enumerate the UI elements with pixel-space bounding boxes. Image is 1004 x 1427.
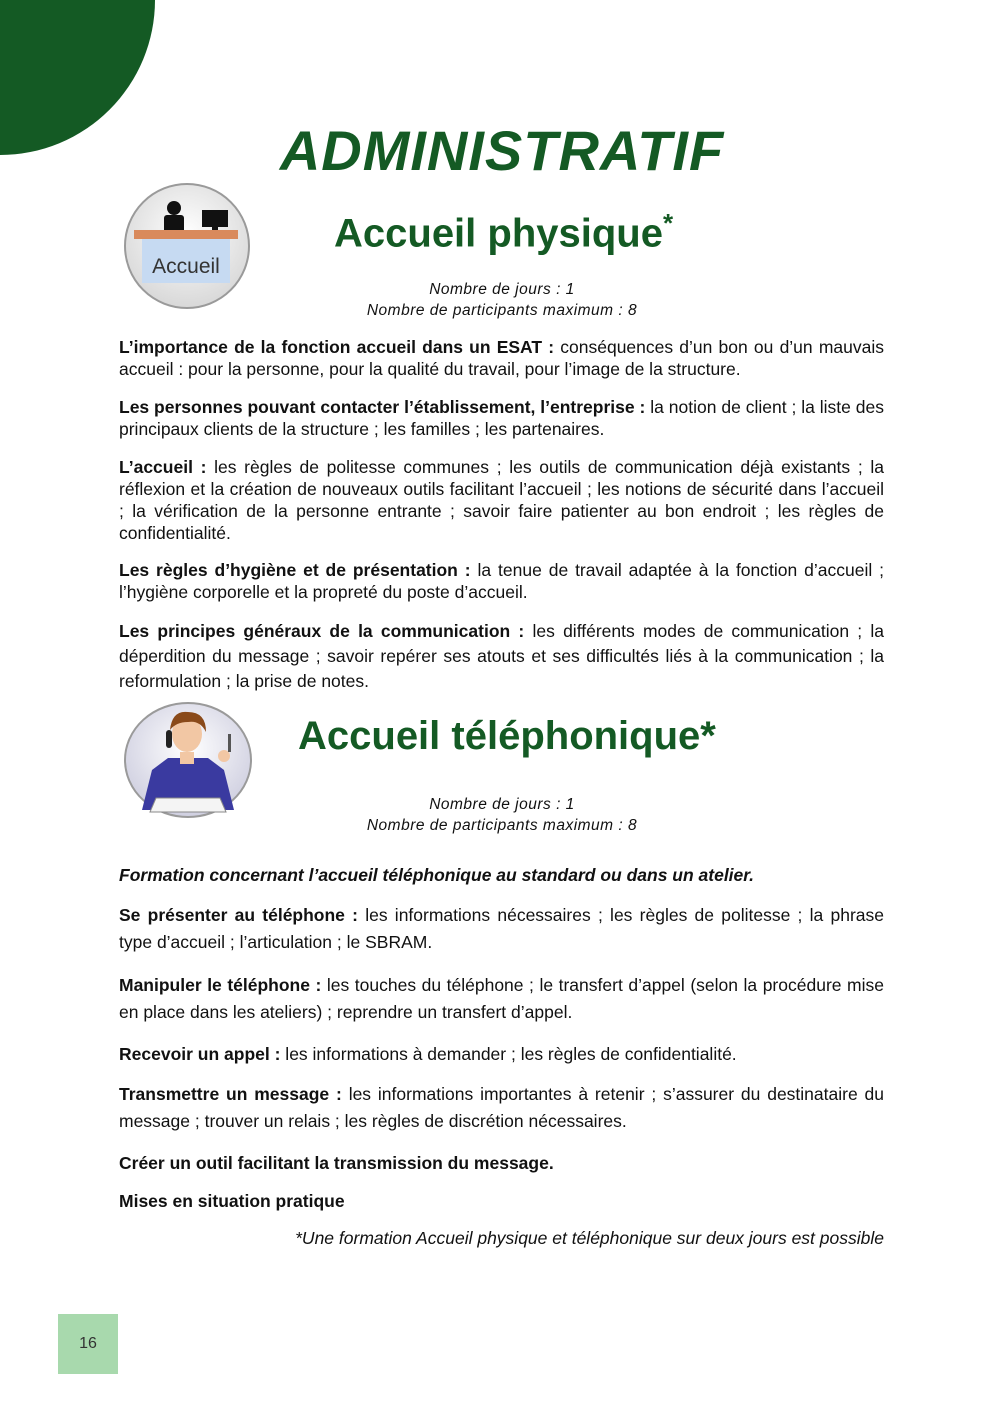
course-info-telephonique (0, 794, 1004, 836)
paragraph-manipuler: Manipuler le téléphone : les touches du téléphone ; le transfert d’appel (selon la procédure mise en place dans les ateliers) ; reprendre un transfert d’appel. (119, 975, 884, 1022)
section-title-accueil-physique: Accueil physique* (334, 208, 674, 256)
max-participants: Nombre de participants maximum : 8 (366, 817, 638, 834)
paragraph-personnes: Les personnes pouvant contacter l’établissement, l’entreprise : la notion de client ; la liste des principaux clients de la structure ; les familles ; les partenaires. (119, 397, 884, 439)
footnote: *Une formation Accueil physique et téléphonique sur deux jours est possible (295, 1228, 884, 1248)
page-title: ADMINISTRATIF (279, 119, 725, 182)
max-participants: Nombre de participants maximum : 8 (366, 302, 638, 319)
icon-label: Accueil (152, 255, 220, 278)
paragraph-communication: Les principes généraux de la communication : les différents modes de communication ; la déperdition du message ; savoir repérer ses atouts et ses difficultés liés à la communication ; la reformulation ; la prise de notes. (119, 621, 885, 691)
paragraph-recevoir: Recevoir un appel : les informations à demander ; les règles de confidentialité. (119, 1044, 737, 1064)
days-count: Nombre de jours : 1 (429, 281, 575, 298)
paragraph-se-presenter: Se présenter au téléphone : les informations nécessaires ; les règles de politesse ; la phrase type d’accueil ; l’articulation ; le SBRAM. (119, 905, 884, 952)
page-number: 16 (58, 1314, 118, 1374)
course-info-physique (0, 279, 1004, 321)
paragraph-hygiene: Les règles d’hygiène et de présentation : la tenue de travail adaptée à la fonction d’accueil ; l’hygiène corporelle et la propreté du poste d’accueil. (119, 560, 884, 602)
paragraph-accueil: L’accueil : les règles de politesse communes ; les outils de communication déjà existants ; la réflexion et la création de nouveaux outils facilitant l’accueil ; les notions de sécurité dans l’accueil ; la vérification de la personne entrante ; savoir faire patienter au bon endroit ; les règles de confidentialité. (119, 457, 885, 543)
paragraph-importance: L’importance de la fonction accueil dans un ESAT : conséquences d’un bon ou d’un mauvais accueil : pour la personne, pour la qualité du travail, pour l’image de la structure. (119, 337, 884, 379)
days-count: Nombre de jours : 1 (429, 796, 575, 813)
section-title-accueil-telephonique: Accueil téléphonique* (298, 714, 716, 758)
training-description: Formation concernant l’accueil téléphonique au standard ou dans un atelier. (119, 865, 754, 885)
closing-line-mises-en-situation: Mises en situation pratique (119, 1191, 345, 1211)
paragraph-transmettre: Transmettre un message : les informations importantes à retenir ; s’assurer du destinataire du message ; trouver un relais ; les règles de discrétion nécessaires. (119, 1084, 884, 1131)
closing-line-outil: Créer un outil facilitant la transmission du message. (119, 1153, 554, 1173)
